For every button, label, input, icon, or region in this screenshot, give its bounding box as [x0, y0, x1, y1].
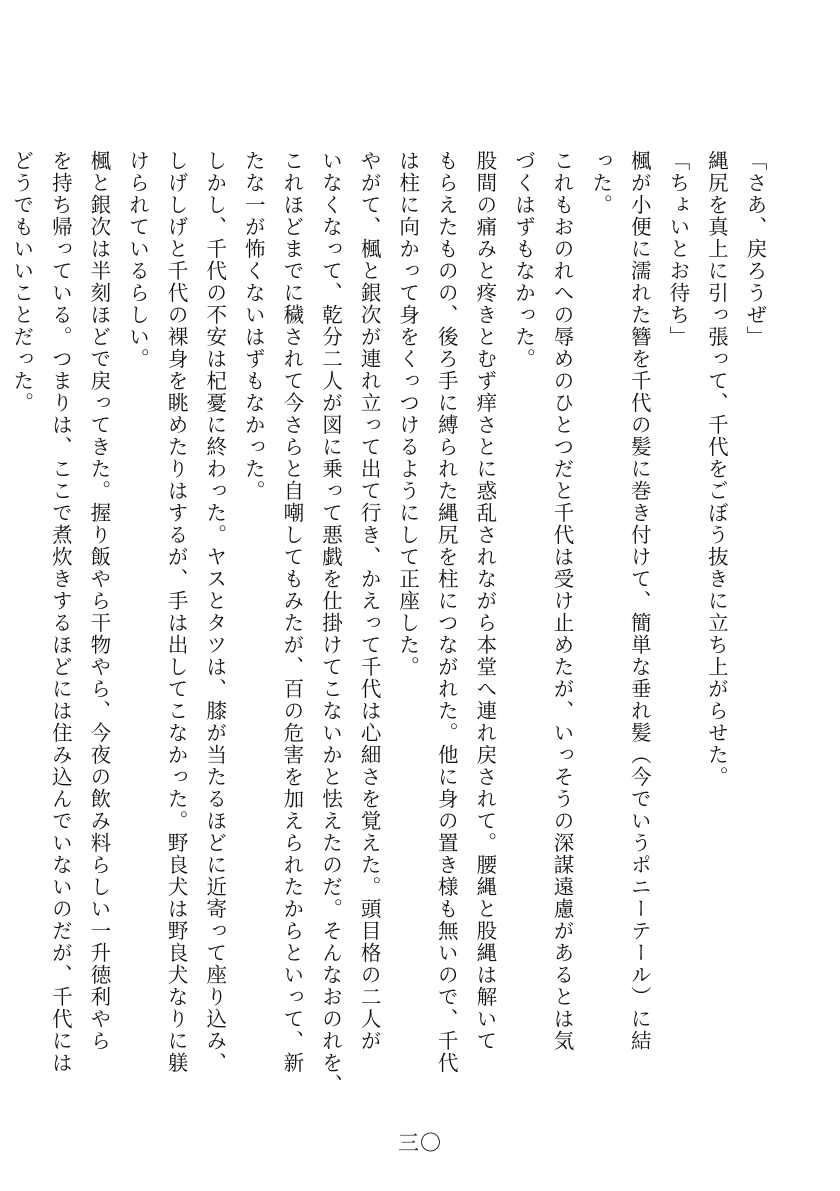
text-line: 「さあ、戻ろうぜ」: [743, 150, 767, 348]
text-line: 楓が小便に濡れた簪を千代の髪に巻き付けて、簡単な垂れ髪（今でいうポニーテール）に結: [627, 150, 652, 1052]
text-line: もらえたものの、後ろ手に縛られた縄尻を柱につながれた。他に身の置き様も無いので、千代: [434, 150, 459, 1074]
text-line: いなくなって、乾分二人が図に乗って悪戯を仕掛けてこないかと怯えたのだ。そんなおのれを、: [318, 150, 343, 1096]
text-line: 楓と銀次は半刻ほどで戻ってきた。握り飯やら干物やら、今夜の飲み料らしい一升徳利やら: [86, 150, 111, 1052]
text-line: しげしげと千代の裸身を眺めたりはするが、手は出してこなかった。野良犬は野良犬なりに躾: [164, 150, 189, 1074]
text-line: これもおのれへの辱めのひとつだと千代は受け止めたが、いっそうの深謀遠慮があるとは気: [550, 150, 575, 1052]
text-line: どうでもいいことだった。: [9, 150, 34, 414]
text-line: 「ちょいとお待ち」: [665, 150, 690, 348]
text-line: った。: [588, 150, 613, 216]
text-line: 股間の痛みと疼きとむず痒さとに惑乱されながら本堂へ連れ戻されて。腰縄と股縄は解いて: [472, 150, 497, 1052]
body-text: [2, 150, 774, 1096]
text-line: は柱に向かって身をくっつけるようにして正座した。: [395, 150, 420, 678]
text-line: を持ち帰っている。つまりは、ここで煮炊きするほどには住み込んでいないのだが、千代には: [48, 150, 73, 1074]
page-number: 三〇: [398, 1131, 442, 1155]
text-line: けられているらしい。: [125, 150, 150, 370]
text-line: やがて、楓と銀次が連れ立って出て行き、かえって千代は心細さを覚えた。頭目格の二人が: [357, 150, 382, 1052]
text-line: しかし、千代の不安は杞憂に終わった。ヤスとタツは、膝が当たるほどに近寄って座り込み、: [202, 150, 227, 1074]
text-line: たな一が怖くないはずもなかった。: [241, 150, 266, 502]
text-line: これほどまでに穢されて今さらと自嘲してもみたが、百の危害を加えられたからといって、新: [279, 150, 304, 1074]
text-line: づくはずもなかった。: [511, 150, 536, 370]
text-line: 縄尻を真上に引っ張って、千代をごぼう抜きに立ち上がらせた。: [704, 150, 729, 788]
